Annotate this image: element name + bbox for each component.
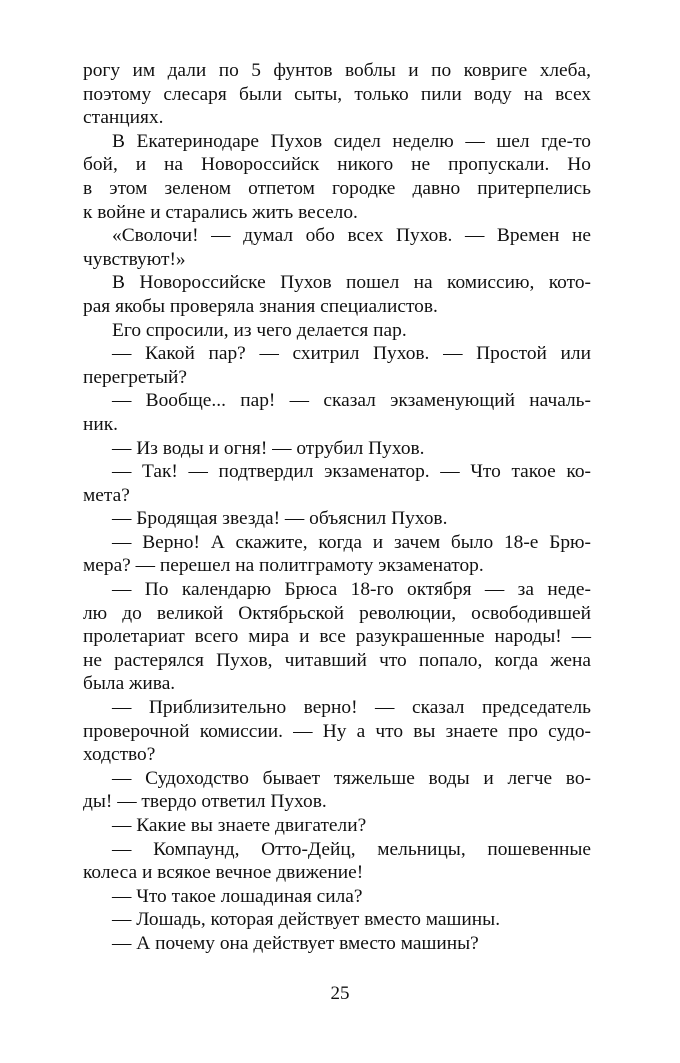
text-line: станциях. <box>83 107 164 129</box>
text-line: — Компаунд, Отто-Дейц, мельницы, пошевенные <box>112 838 591 860</box>
text-line: — Верно! А скажите, когда и зачем было 18-е Брю- <box>112 531 591 553</box>
text-line: — Так! — подтвердил экзаменатор. — Что такое ко- <box>112 461 591 483</box>
text-line: пролетариат всего мира и все разукрашенные народы! — <box>83 626 591 648</box>
text-line: не растерялся Пухов, читавший что попало, когда жена <box>83 649 591 671</box>
text-line: лю до великой Октябрьской революции, освободившей <box>83 602 591 624</box>
text-line: ды! — твердо ответил Пухов. <box>83 791 327 813</box>
text-line: рогу им дали по 5 фунтов воблы и по ковриге хлеба, <box>83 60 591 81</box>
text-line: мета? <box>83 484 130 506</box>
text-line: — Лошадь, которая действует вместо машины. <box>112 909 501 931</box>
text-line: — Вообще... пар! — сказал экзаменующий началь- <box>112 390 591 412</box>
text-line: — По календарю Брюса 18-го октября — за неде- <box>112 579 591 601</box>
text-line: ходство? <box>83 744 156 766</box>
text-line: поэтому слесаря были сыты, только пили воду на всех <box>83 83 591 105</box>
text-line: — Судоходство бывает тяжельше воды и легче во- <box>112 767 591 789</box>
text-line: В Новороссийске Пухов пошел на комиссию, кото- <box>112 272 591 294</box>
text-line: рая якобы проверяла знания специалистов. <box>83 295 438 317</box>
page-number: 25 <box>330 983 350 1004</box>
text-line: — Из воды и огня! — отрубил Пухов. <box>112 437 425 459</box>
text-line: проверочной комиссии. — Ну а что вы знаете про судо- <box>83 720 591 742</box>
text-line: мера? — перешел на политграмоту экзаменатор. <box>83 555 484 577</box>
text-line: перегретый? <box>83 366 188 388</box>
text-line: бой, и на Новороссийск никого не пропускали. Но <box>83 154 591 176</box>
text-line: к войне и старались жить весело. <box>83 201 358 223</box>
text-line: — Какие вы знаете двигатели? <box>112 815 367 836</box>
text-line: — Какой пар? — схитрил Пухов. — Простой или <box>112 343 591 365</box>
body-text <box>83 59 591 956</box>
text-line: — Бродящая звезда! — объяснил Пухов. <box>112 508 448 530</box>
text-line: «Сволочи! — думал обо всех Пухов. — Времен не <box>112 225 591 247</box>
text-line: чувствуют!» <box>83 248 186 270</box>
text-line: — А почему она действует вместо машины? <box>112 932 479 954</box>
text-line: — Приблизительно верно! — сказал председатель <box>112 697 591 719</box>
text-line: в этом зеленом отпетом городке давно притерпелись <box>83 177 591 199</box>
text-line: ник. <box>83 413 119 435</box>
text-line: — Что такое лошадиная сила? <box>112 885 363 907</box>
text-line: была жива. <box>83 673 176 695</box>
text-line: Его спросили, из чего делается пар. <box>112 319 407 341</box>
text-line: В Екатеринодаре Пухов сидел неделю — шел где-то <box>112 130 591 152</box>
text-line: колеса и всякое вечное движение! <box>83 862 364 884</box>
